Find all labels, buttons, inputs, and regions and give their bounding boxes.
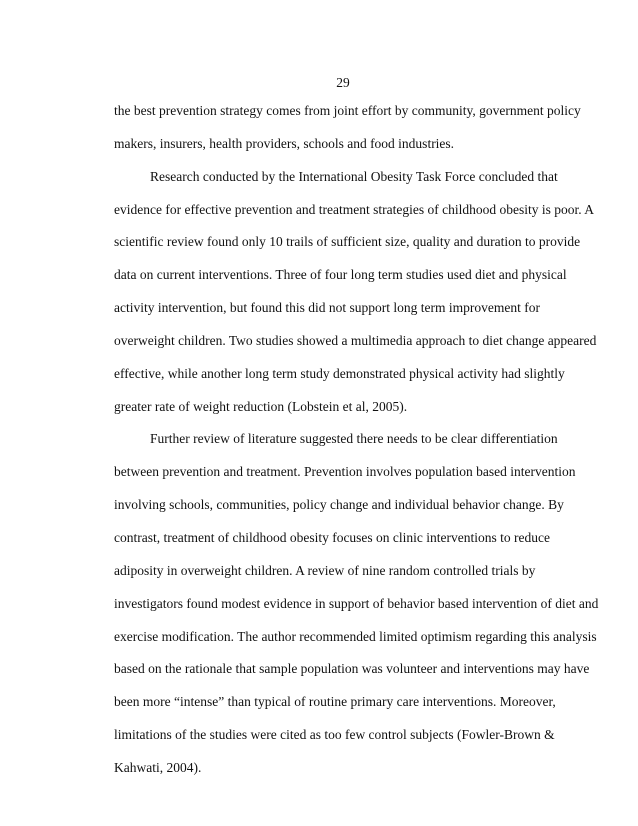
text-line: the best prevention strategy comes from joint effort by community, government policy [114, 103, 581, 118]
text-line: activity intervention, but found this did not support long term improvement for [114, 300, 540, 316]
text-line: adiposity in overweight children. A review of nine random controlled trials by [114, 562, 536, 578]
text-line: overweight children. Two studies showed a multimedia approach to diet change appeared [114, 332, 597, 348]
page-number: 29 [336, 75, 350, 90]
text-line: exercise modification. The author recommended limited optimism regarding this analysis [114, 628, 597, 644]
text-line: Further review of literature suggested there needs to be clear differentiation [150, 431, 558, 447]
text-line: been more “intense” than typical of routine primary care interventions. Moreover, [114, 694, 556, 710]
text-line: based on the rationale that sample population was volunteer and interventions may have [114, 661, 590, 677]
text-line: scientific review found only 10 trails of sufficient size, quality and duration to provide [114, 234, 581, 250]
text-line: contrast, treatment of childhood obesity focuses on clinic interventions to reduce [114, 529, 551, 545]
text-line: makers, insurers, health providers, schools and food industries. [114, 135, 455, 151]
text-line: Kahwati, 2004). [114, 759, 202, 775]
text-line: between prevention and treatment. Prevention involves population based intervention [114, 464, 576, 480]
text-line: greater rate of weight reduction (Lobstein et al, 2005). [114, 398, 408, 414]
text-line: Research conducted by the International Obesity Task Force concluded that [150, 168, 558, 184]
text-line: investigators found modest evidence in support of behavior based intervention of diet and [114, 595, 599, 611]
text-line: evidence for effective prevention and treatment strategies of childhood obesity is poor. A [114, 201, 594, 217]
text-line: involving schools, communities, policy change and individual behavior change. By [114, 497, 564, 513]
text-line: limitations of the studies were cited as too few control subjects (Fowler-Brown & [114, 727, 555, 743]
text-line: data on current interventions. Three of four long term studies used diet and physical [114, 267, 567, 283]
text-line: effective, while another long term study demonstrated physical activity had slightly [114, 365, 565, 381]
body-text [114, 102, 599, 792]
